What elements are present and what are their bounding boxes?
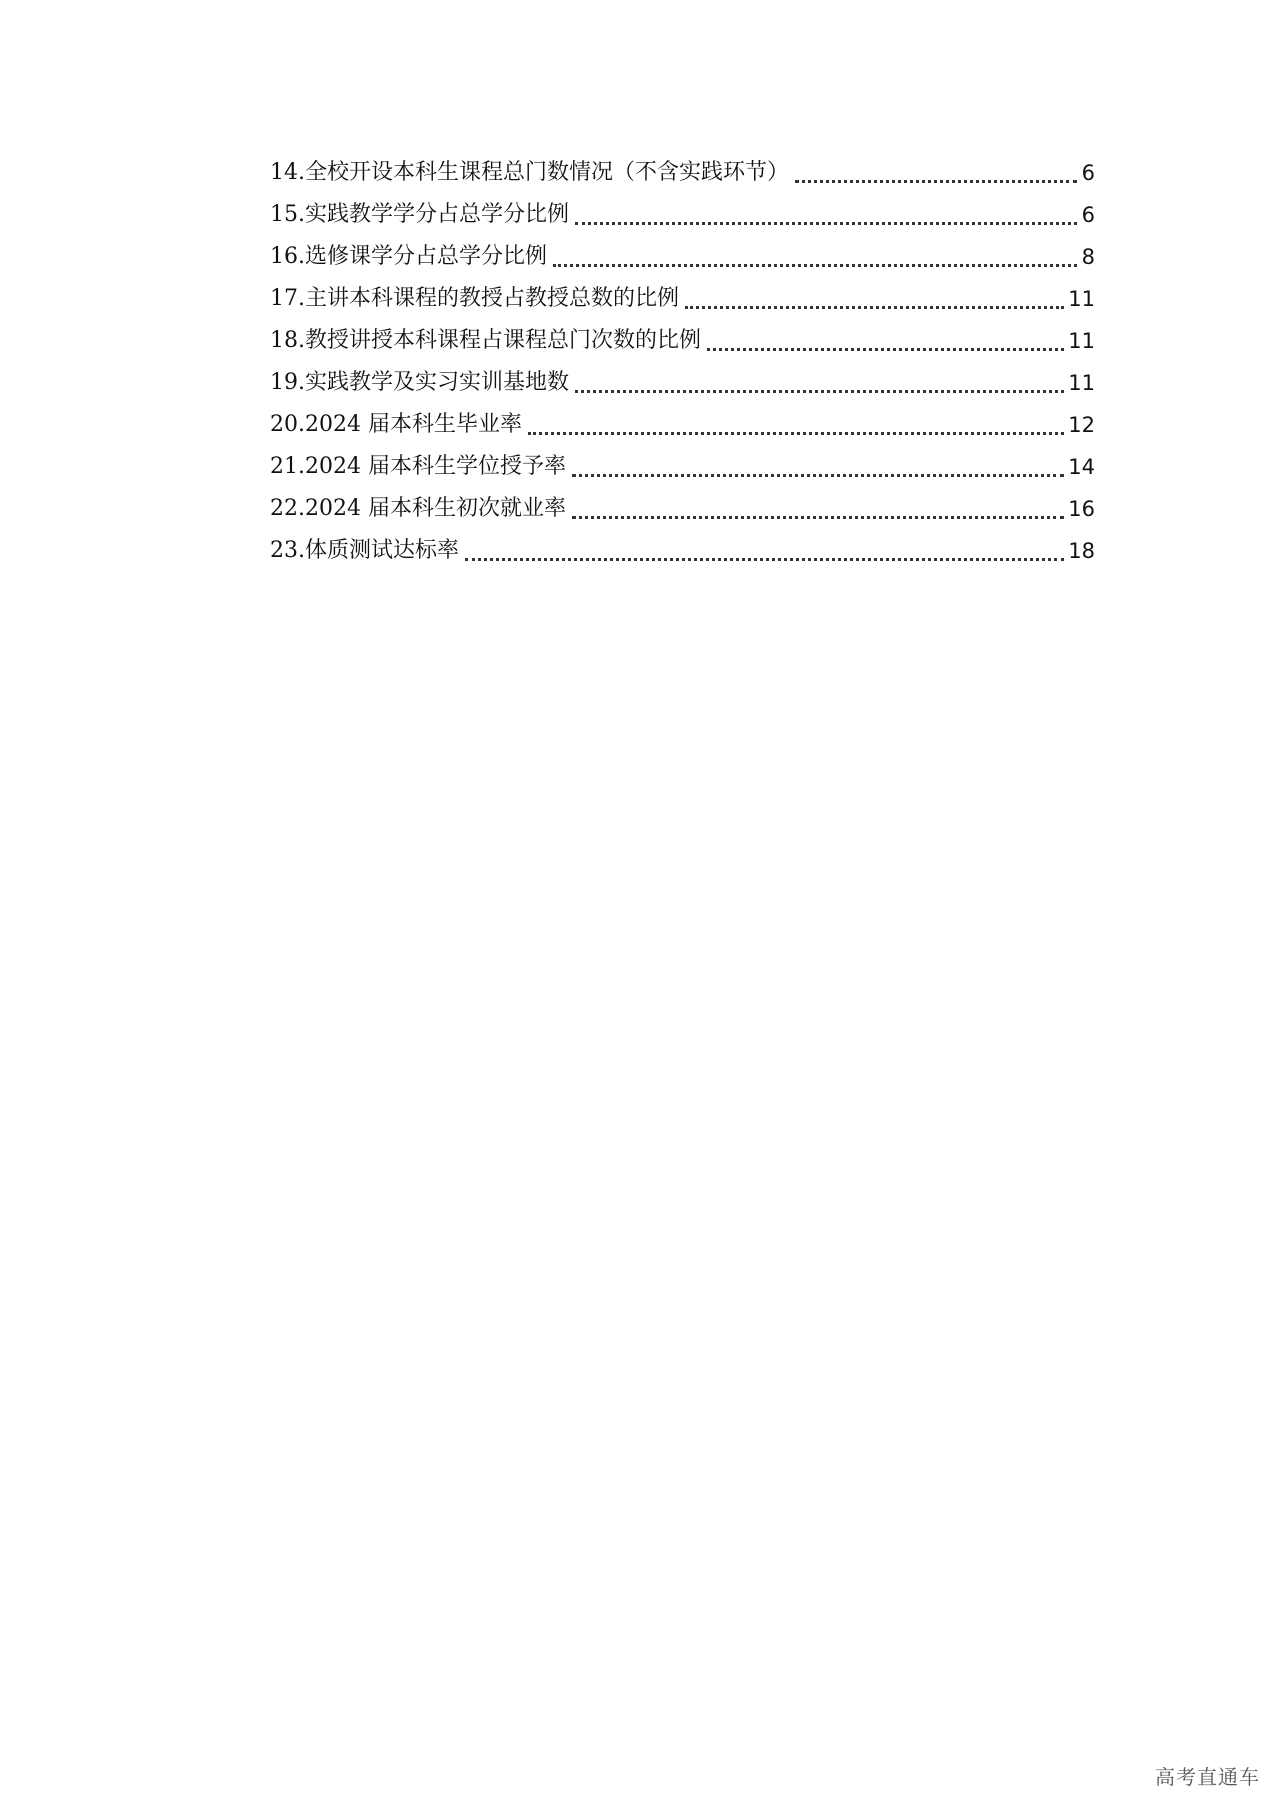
toc-dot-leader [572, 474, 1064, 477]
toc-entry-number: 15. [270, 202, 305, 227]
toc-entry-page: 12 [1068, 413, 1095, 437]
toc-dot-leader [465, 558, 1064, 561]
toc-entry-number: 21. [270, 454, 305, 479]
toc-entry-title: 全校开设本科生课程总门数情况（不含实践环节） [305, 160, 790, 185]
toc-entry[interactable] [270, 152, 1095, 194]
toc-dot-leader [575, 390, 1064, 393]
toc-entry-title: 实践教学学分占总学分比例 [305, 202, 570, 227]
toc-entry[interactable] [270, 488, 1095, 530]
toc-entry[interactable] [270, 362, 1095, 404]
toc-entry-title: 2024 届本科生初次就业率 [305, 496, 566, 521]
toc-entry[interactable] [270, 446, 1095, 488]
toc-entry-page: 14 [1068, 455, 1095, 479]
toc-entry-title: 体质测试达标率 [305, 538, 460, 563]
toc-entry-number: 18. [270, 328, 305, 353]
toc-dot-leader [572, 516, 1064, 519]
toc-entry-title: 主讲本科课程的教授占教授总数的比例 [305, 286, 680, 311]
toc-entry-number: 20. [270, 412, 305, 437]
toc-dot-leader [707, 348, 1064, 351]
toc-dot-leader [795, 180, 1077, 183]
toc-entry-page: 6 [1081, 161, 1095, 185]
toc-entry-page: 8 [1081, 245, 1095, 269]
toc-dot-leader [685, 306, 1064, 309]
toc-entry-page: 11 [1068, 371, 1095, 395]
toc-entry-page: 11 [1068, 329, 1095, 353]
toc-entry[interactable] [270, 320, 1095, 362]
toc-entry-title: 2024 届本科生毕业率 [305, 412, 522, 437]
toc-entry-title: 2024 届本科生学位授予率 [305, 454, 566, 479]
toc-entry[interactable] [270, 194, 1095, 236]
toc-entry-page: 16 [1068, 497, 1095, 521]
toc-entry-title: 选修课学分占总学分比例 [305, 244, 548, 269]
toc-entry[interactable] [270, 530, 1095, 572]
toc-entry[interactable] [270, 236, 1095, 278]
toc-entry-page: 11 [1068, 287, 1095, 311]
toc-entry-title: 实践教学及实习实训基地数 [305, 370, 570, 395]
toc-entry-number: 16. [270, 244, 305, 269]
toc-entry-number: 22. [270, 496, 305, 521]
toc-dot-leader [528, 432, 1064, 435]
toc-entry-number: 19. [270, 370, 305, 395]
toc-entry[interactable] [270, 404, 1095, 446]
toc-entry-number: 23. [270, 538, 305, 563]
toc-dot-leader [553, 264, 1077, 267]
toc-entry-page: 6 [1081, 203, 1095, 227]
toc-entry-page: 18 [1068, 539, 1095, 563]
toc-entry-title: 教授讲授本科课程占课程总门次数的比例 [305, 328, 702, 353]
toc-entry[interactable] [270, 278, 1095, 320]
watermark: 高考直通车 [1155, 1765, 1260, 1789]
table-of-contents [270, 152, 1095, 572]
toc-entry-number: 14. [270, 160, 305, 185]
toc-dot-leader [575, 222, 1077, 225]
toc-entry-number: 17. [270, 286, 305, 311]
